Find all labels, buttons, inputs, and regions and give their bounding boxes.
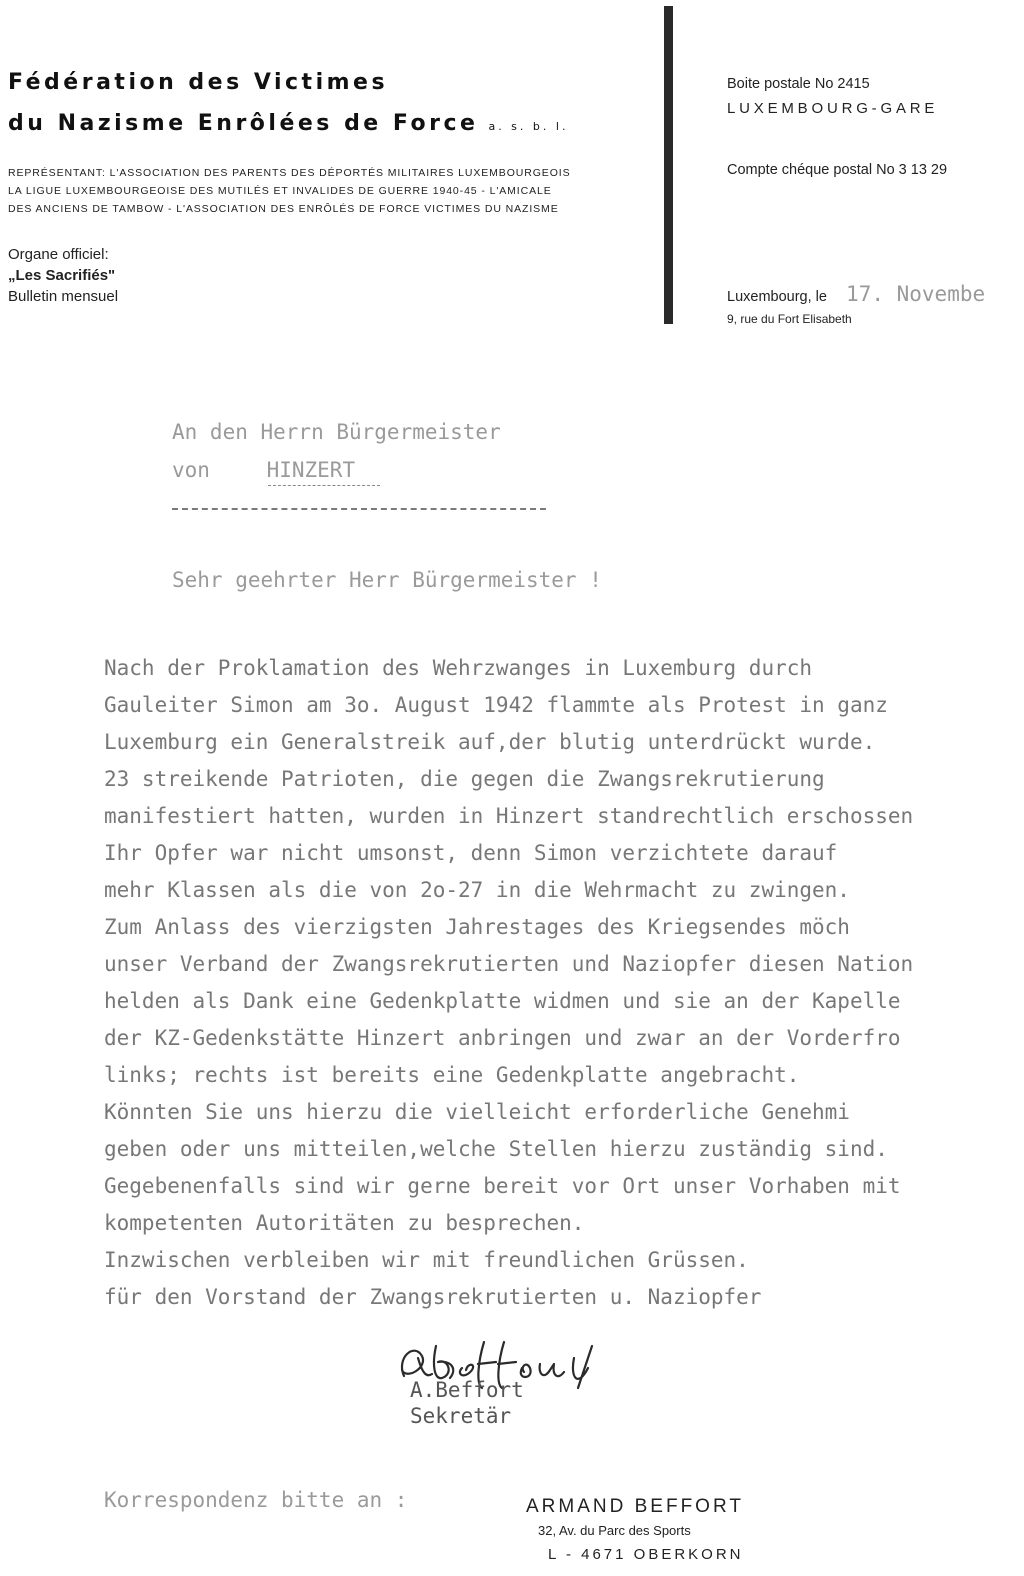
representant-line-3: DES ANCIENS DE TAMBOW - L'ASSOCIATION DES ENRÔLÉS DE FORCE VICTIMES DU NAZISME — [8, 203, 559, 215]
body-line-6: Ihr Opfer war nicht umsonst, denn Simon verzichtete darauf — [104, 841, 838, 865]
letterhead-divider — [664, 6, 673, 324]
correspondence-label: Korrespondenz bitte an : — [104, 1488, 408, 1512]
body-line-15: Gegebenenfalls sind wir gerne bereit vor Ort unser Vorhaben mit — [104, 1174, 901, 1198]
body-line-10: helden als Dank eine Gedenkplatte widmen und sie an der Kapelle — [104, 989, 901, 1013]
correspondence-name: ARMAND BEFFORT — [526, 1496, 744, 1517]
representant-line-1: REPRÉSENTANT: L'ASSOCIATION DES PARENTS DES DÉPORTÉS MILITAIRES LUXEMBOURGEOIS — [8, 167, 571, 179]
correspondence-city: L - 4671 OBERKORN — [548, 1546, 744, 1563]
recipient-line-1: An den Herrn Bürgermeister — [172, 420, 501, 444]
body-line-4: 23 streikende Patrioten, die gegen die Zwangsrekrutierung — [104, 767, 825, 791]
body-line-9: unser Verband der Zwangsrekrutierten und Naziopfer diesen Nation — [104, 952, 914, 976]
body-line-18: für den Vorstand der Zwangsrekrutierten u. Naziopfer — [104, 1285, 762, 1309]
body-line-13: Könnten Sie uns hierzu die vielleicht erforderliche Genehmi — [104, 1100, 850, 1124]
body-line-5: manifestiert hatten, wurden in Hinzert standrechtlich erschossen — [104, 804, 914, 828]
recipient-place: HINZERT — [266, 458, 356, 482]
body-line-1: Nach der Proklamation des Wehrzwanges in Luxemburg durch — [104, 656, 813, 680]
signatory-name: A.Beffort — [410, 1378, 524, 1402]
recipient-prefix: von — [172, 458, 210, 482]
correspondence-street: 32, Av. du Parc des Sports — [538, 1523, 691, 1538]
signatory-role: Sekretär — [410, 1404, 512, 1428]
organe-title: „Les Sacrifiés" — [8, 267, 116, 284]
body-line-7: mehr Klassen als die von 2o-27 in die Wehrmacht zu zwingen. — [104, 878, 850, 902]
body-line-11: der KZ-Gedenkstätte Hinzert anbringen und zwar an der Vorderfro — [104, 1026, 901, 1050]
place-label: Luxembourg, le — [727, 289, 827, 305]
postbox: Boite postale No 2415 — [727, 76, 870, 92]
place-date-line — [727, 282, 985, 306]
street-address: 9, rue du Fort Elisabeth — [727, 312, 852, 326]
postal-cheque-account: Compte chéque postal No 3 13 29 — [727, 162, 948, 178]
postbox-city: LUXEMBOURG-GARE — [727, 100, 939, 117]
body-line-8: Zum Anlass des vierzigsten Jahrestages des Kriegsendes möch — [104, 915, 850, 939]
salutation: Sehr geehrter Herr Bürgermeister ! — [172, 568, 602, 592]
body-line-2: Gauleiter Simon am 3o. August 1942 flammte als Protest in ganz — [104, 693, 888, 717]
organe-subtitle: Bulletin mensuel — [8, 288, 119, 305]
body-line-14: geben oder uns mitteilen,welche Stellen hierzu zuständig sind. — [104, 1137, 888, 1161]
body-line-16: kompetenten Autoritäten zu besprechen. — [104, 1211, 585, 1235]
org-legal-suffix: a. s. b. l. — [488, 120, 569, 133]
representant-line-2: LA LIGUE LUXEMBOURGEOISE DES MUTILÉS ET INVALIDES DE GUERRE 1940-45 - L'AMICALE — [8, 185, 552, 197]
letter-date: 17. Novembe — [846, 282, 986, 306]
body-line-12: links; rechts ist bereits eine Gedenkplatte angebracht. — [104, 1063, 800, 1087]
org-name-line2-text: du Nazisme Enrôlées de Force — [8, 111, 479, 136]
org-name-line1: Fédération des Victimes — [8, 70, 389, 95]
org-name-line2 — [8, 111, 568, 136]
body-line-3: Luxemburg ein Generalstreik auf,der blutig unterdrückt wurde. — [104, 730, 876, 754]
recipient-divider-rule — [172, 508, 546, 510]
recipient-line-2 — [172, 458, 355, 482]
organe-label: Organe officiel: — [8, 246, 109, 263]
organe-block — [8, 244, 118, 307]
recipient-place-underline — [268, 485, 380, 486]
body-line-17: Inzwischen verbleiben wir mit freundlichen Grüssen. — [104, 1248, 749, 1272]
